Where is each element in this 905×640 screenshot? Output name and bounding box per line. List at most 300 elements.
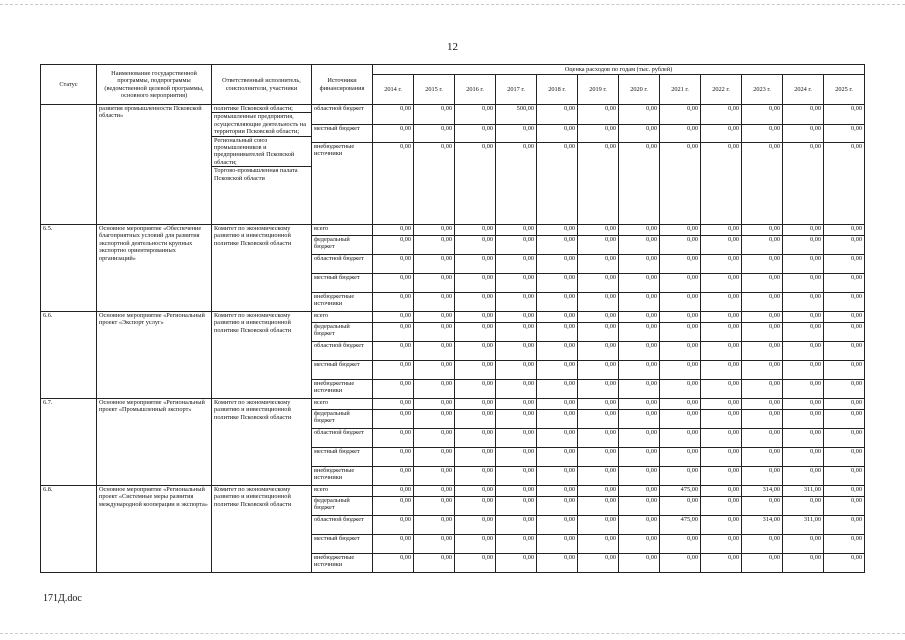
expense-value: 0,00	[373, 361, 414, 380]
row-program-name: развития промышленности Псковской области»	[97, 105, 212, 225]
row-program-name: Основное мероприятие «Региональный проект «Промышленный экспорт»	[97, 399, 212, 486]
expense-value: 0,00	[619, 236, 660, 255]
expense-value: 0,00	[701, 448, 742, 467]
header-status: Статус	[41, 65, 97, 105]
expense-value: 0,00	[660, 467, 701, 486]
header-year: 2025 г.	[824, 75, 865, 105]
expense-value: 311,00	[783, 516, 824, 535]
expense-value: 0,00	[455, 448, 496, 467]
expense-value: 0,00	[660, 312, 701, 323]
expense-value: 0,00	[701, 554, 742, 573]
funding-source: областной бюджет	[312, 105, 373, 125]
expense-value: 0,00	[824, 448, 865, 467]
expense-value: 0,00	[783, 380, 824, 399]
expense-value: 0,00	[537, 448, 578, 467]
expense-value: 0,00	[824, 225, 865, 236]
expense-value: 0,00	[578, 410, 619, 429]
expense-value: 0,00	[496, 467, 537, 486]
expense-value: 0,00	[701, 236, 742, 255]
expense-value: 0,00	[701, 467, 742, 486]
expense-value: 0,00	[824, 323, 865, 342]
expense-value: 0,00	[824, 399, 865, 410]
table-row	[41, 312, 865, 323]
expense-value: 0,00	[455, 554, 496, 573]
expense-value: 0,00	[619, 274, 660, 293]
header-year: 2023 г.	[742, 75, 783, 105]
expense-value: 0,00	[742, 105, 783, 125]
expense-value: 0,00	[537, 361, 578, 380]
expense-value: 0,00	[373, 312, 414, 323]
expense-value: 0,00	[578, 399, 619, 410]
funding-source: федеральный бюджет	[312, 323, 373, 342]
expense-value: 0,00	[578, 323, 619, 342]
expense-value: 0,00	[701, 535, 742, 554]
expense-value: 0,00	[742, 399, 783, 410]
expense-value: 0,00	[496, 312, 537, 323]
header-year: 2016 г.	[455, 75, 496, 105]
expense-value: 0,00	[455, 125, 496, 143]
expense-value: 0,00	[824, 342, 865, 361]
expense-value: 0,00	[578, 380, 619, 399]
expense-value: 0,00	[373, 342, 414, 361]
expense-value: 0,00	[742, 274, 783, 293]
expense-value: 0,00	[660, 293, 701, 312]
expense-value: 0,00	[578, 554, 619, 573]
page-number: 12	[447, 41, 458, 53]
expense-value: 0,00	[619, 516, 660, 535]
row-status: 6.8.	[41, 486, 97, 573]
funding-source: внебюджетные источники	[312, 143, 373, 225]
expense-value: 0,00	[414, 342, 455, 361]
expense-value: 0,00	[701, 486, 742, 497]
expense-value: 0,00	[824, 554, 865, 573]
expense-value: 0,00	[455, 535, 496, 554]
expense-value: 0,00	[824, 143, 865, 225]
funding-source: внебюджетные источники	[312, 467, 373, 486]
expense-value: 0,00	[660, 448, 701, 467]
expense-value: 0,00	[414, 399, 455, 410]
expense-value: 0,00	[496, 293, 537, 312]
expense-value: 0,00	[660, 535, 701, 554]
expense-value: 0,00	[742, 497, 783, 516]
expense-value: 0,00	[742, 342, 783, 361]
expense-value: 0,00	[701, 410, 742, 429]
footer-filename: 171Д.doc	[43, 593, 82, 604]
expense-value: 0,00	[578, 342, 619, 361]
expense-value: 0,00	[660, 125, 701, 143]
expense-value: 0,00	[496, 429, 537, 448]
expense-value: 0,00	[701, 429, 742, 448]
expense-value: 0,00	[578, 497, 619, 516]
row-responsible	[212, 105, 312, 225]
expense-value: 0,00	[701, 497, 742, 516]
expense-value: 0,00	[619, 497, 660, 516]
expense-value: 0,00	[783, 236, 824, 255]
expense-value: 0,00	[455, 255, 496, 274]
funding-source: всего	[312, 486, 373, 497]
expense-value: 0,00	[414, 323, 455, 342]
expense-value: 0,00	[619, 410, 660, 429]
budget-table	[40, 64, 865, 573]
expense-value: 0,00	[373, 274, 414, 293]
expense-value: 0,00	[783, 143, 824, 225]
expense-value: 0,00	[373, 125, 414, 143]
expense-value: 0,00	[783, 105, 824, 125]
expense-value: 314,00	[742, 516, 783, 535]
expense-value: 0,00	[414, 312, 455, 323]
expense-value: 0,00	[701, 380, 742, 399]
expense-value: 0,00	[537, 554, 578, 573]
expense-value: 0,00	[783, 274, 824, 293]
expense-value: 0,00	[373, 410, 414, 429]
row-program-name: Основное мероприятие «Региональный проект «Системные меры развития международной кооперации и экспорта»	[97, 486, 212, 573]
expense-value: 0,00	[414, 274, 455, 293]
expense-value: 0,00	[701, 225, 742, 236]
expense-value: 0,00	[660, 399, 701, 410]
expense-value: 0,00	[619, 554, 660, 573]
expense-value: 0,00	[660, 236, 701, 255]
expense-value: 0,00	[742, 467, 783, 486]
row-status: 6.6.	[41, 312, 97, 399]
expense-value: 0,00	[373, 225, 414, 236]
expense-value: 0,00	[496, 125, 537, 143]
expense-value: 0,00	[742, 380, 783, 399]
expense-value: 0,00	[373, 429, 414, 448]
expense-value: 0,00	[578, 255, 619, 274]
expense-value: 0,00	[455, 323, 496, 342]
expense-value: 0,00	[578, 486, 619, 497]
expense-value: 0,00	[496, 323, 537, 342]
expense-value: 0,00	[537, 486, 578, 497]
expense-value: 0,00	[496, 225, 537, 236]
expense-value: 0,00	[537, 274, 578, 293]
responsible-entry: политике Псковской области;	[214, 105, 293, 112]
expense-value: 0,00	[824, 312, 865, 323]
expense-value: 0,00	[373, 255, 414, 274]
expense-value: 0,00	[373, 497, 414, 516]
expense-value: 0,00	[660, 143, 701, 225]
funding-source: федеральный бюджет	[312, 236, 373, 255]
expense-value: 0,00	[701, 312, 742, 323]
header-estimate: Оценка расходов по годам (тыс. рублей)	[373, 65, 865, 75]
expense-value: 0,00	[455, 105, 496, 125]
expense-value: 0,00	[373, 293, 414, 312]
expense-value: 0,00	[414, 410, 455, 429]
expense-value: 0,00	[414, 225, 455, 236]
funding-source: внебюджетные источники	[312, 380, 373, 399]
row-responsible	[212, 312, 312, 399]
header-year: 2017 г.	[496, 75, 537, 105]
expense-value: 0,00	[496, 342, 537, 361]
expense-value: 0,00	[537, 342, 578, 361]
expense-value: 0,00	[537, 225, 578, 236]
expense-value: 0,00	[783, 399, 824, 410]
expense-value: 0,00	[537, 255, 578, 274]
expense-value: 0,00	[496, 448, 537, 467]
expense-value: 0,00	[660, 342, 701, 361]
expense-value: 0,00	[414, 105, 455, 125]
expense-value: 500,00	[496, 105, 537, 125]
expense-value: 0,00	[578, 312, 619, 323]
expense-value: 0,00	[373, 236, 414, 255]
funding-source: местный бюджет	[312, 535, 373, 554]
expense-value: 0,00	[742, 312, 783, 323]
row-program-name: Основное мероприятие «Региональный проект «Экспорт услуг»	[97, 312, 212, 399]
row-status: 6.5.	[41, 225, 97, 312]
expense-value: 0,00	[578, 516, 619, 535]
expense-value: 0,00	[619, 323, 660, 342]
expense-value: 0,00	[619, 380, 660, 399]
funding-source: местный бюджет	[312, 448, 373, 467]
responsible-entry: Комитет по экономическому развитию и инвестиционной политике Псковской области	[214, 486, 292, 508]
expense-value: 0,00	[660, 497, 701, 516]
expense-value: 0,00	[414, 497, 455, 516]
funding-source: областной бюджет	[312, 516, 373, 535]
expense-value: 314,00	[742, 486, 783, 497]
expense-value: 0,00	[578, 143, 619, 225]
header-program-name: Наименование государственной программы, подпрограммы (ведомственной целевой программы, основного мероприятия)	[97, 65, 212, 105]
expense-value: 0,00	[496, 497, 537, 516]
expense-value: 0,00	[537, 516, 578, 535]
expense-value: 0,00	[455, 486, 496, 497]
responsible-entry: Региональный союз промышленников и предпринимателей Псковской области;	[212, 136, 311, 167]
expense-value: 0,00	[455, 236, 496, 255]
expense-value: 0,00	[824, 105, 865, 125]
expense-value: 0,00	[660, 410, 701, 429]
expense-value: 0,00	[496, 380, 537, 399]
expense-value: 0,00	[496, 255, 537, 274]
row-status	[41, 105, 97, 225]
header-year: 2020 г.	[619, 75, 660, 105]
expense-value: 0,00	[578, 225, 619, 236]
expense-value: 0,00	[783, 342, 824, 361]
expense-value: 0,00	[496, 554, 537, 573]
expense-value: 0,00	[701, 125, 742, 143]
header-year: 2024 г.	[783, 75, 824, 105]
responsible-entry: промышленные предприятия, осуществляющие деятельность на территории Псковской области;	[212, 112, 311, 135]
row-responsible	[212, 225, 312, 312]
expense-value: 0,00	[496, 274, 537, 293]
funding-source: местный бюджет	[312, 274, 373, 293]
expense-value: 0,00	[783, 125, 824, 143]
expense-value: 0,00	[496, 535, 537, 554]
header-year: 2018 г.	[537, 75, 578, 105]
expense-value: 0,00	[783, 448, 824, 467]
expense-value: 0,00	[701, 342, 742, 361]
expense-value: 0,00	[783, 554, 824, 573]
expense-value: 0,00	[701, 105, 742, 125]
expense-value: 0,00	[373, 516, 414, 535]
expense-value: 0,00	[578, 105, 619, 125]
expense-value: 0,00	[701, 143, 742, 225]
expense-value: 0,00	[783, 467, 824, 486]
expense-value: 0,00	[742, 410, 783, 429]
expense-value: 0,00	[619, 399, 660, 410]
expense-value: 0,00	[578, 467, 619, 486]
expense-value: 0,00	[414, 361, 455, 380]
expense-value: 0,00	[578, 125, 619, 143]
expense-value: 0,00	[578, 429, 619, 448]
expense-value: 0,00	[619, 143, 660, 225]
expense-value: 0,00	[537, 429, 578, 448]
expense-value: 0,00	[824, 380, 865, 399]
expense-value: 0,00	[824, 535, 865, 554]
expense-value: 0,00	[537, 380, 578, 399]
expense-value: 0,00	[824, 410, 865, 429]
expense-value: 0,00	[496, 516, 537, 535]
expense-value: 0,00	[414, 293, 455, 312]
funding-source: областной бюджет	[312, 342, 373, 361]
expense-value: 0,00	[824, 236, 865, 255]
expense-value: 0,00	[537, 535, 578, 554]
expense-value: 0,00	[783, 497, 824, 516]
expense-value: 0,00	[619, 293, 660, 312]
expense-value: 0,00	[373, 486, 414, 497]
expense-value: 0,00	[537, 410, 578, 429]
header-year: 2015 г.	[414, 75, 455, 105]
expense-value: 0,00	[537, 143, 578, 225]
expense-value: 0,00	[783, 225, 824, 236]
expense-value: 0,00	[455, 274, 496, 293]
expense-value: 0,00	[373, 467, 414, 486]
funding-source: федеральный бюджет	[312, 497, 373, 516]
funding-source: всего	[312, 312, 373, 323]
expense-value: 0,00	[742, 225, 783, 236]
expense-value: 0,00	[373, 105, 414, 125]
row-program-name: Основное мероприятие «Обеспечение благоприятных условий для развития экспортной деятельности крупных экспортно ориентированных организаций»	[97, 225, 212, 312]
expense-value: 0,00	[660, 225, 701, 236]
expense-value: 0,00	[742, 255, 783, 274]
expense-value: 0,00	[824, 274, 865, 293]
expense-value: 0,00	[701, 399, 742, 410]
expense-value: 0,00	[824, 467, 865, 486]
expense-value: 0,00	[496, 143, 537, 225]
expense-value: 0,00	[701, 255, 742, 274]
scan-edge-bottom	[0, 633, 905, 634]
expense-value: 0,00	[824, 429, 865, 448]
expense-value: 0,00	[619, 429, 660, 448]
expense-value: 0,00	[783, 429, 824, 448]
expense-value: 0,00	[578, 274, 619, 293]
table-row	[41, 105, 865, 125]
expense-value: 0,00	[619, 467, 660, 486]
funding-source: всего	[312, 399, 373, 410]
expense-value: 0,00	[373, 535, 414, 554]
expense-value: 0,00	[619, 225, 660, 236]
header-year: 2019 г.	[578, 75, 619, 105]
expense-value: 0,00	[455, 497, 496, 516]
expense-value: 0,00	[373, 380, 414, 399]
expense-value: 0,00	[742, 448, 783, 467]
funding-source: всего	[312, 225, 373, 236]
expense-value: 0,00	[824, 516, 865, 535]
expense-value: 0,00	[414, 143, 455, 225]
scan-edge-top	[0, 4, 905, 5]
expense-value: 0,00	[742, 554, 783, 573]
expense-value: 0,00	[660, 323, 701, 342]
expense-value: 0,00	[660, 105, 701, 125]
expense-value: 0,00	[537, 399, 578, 410]
table-row	[41, 399, 865, 410]
row-responsible	[212, 486, 312, 573]
expense-value: 0,00	[537, 236, 578, 255]
expense-value: 0,00	[619, 535, 660, 554]
funding-source: областной бюджет	[312, 429, 373, 448]
expense-value: 0,00	[414, 554, 455, 573]
expense-value: 0,00	[373, 143, 414, 225]
expense-value: 0,00	[660, 429, 701, 448]
expense-value: 0,00	[455, 293, 496, 312]
expense-value: 0,00	[496, 410, 537, 429]
expense-value: 0,00	[619, 105, 660, 125]
table-row	[41, 486, 865, 497]
expense-value: 0,00	[455, 380, 496, 399]
expense-value: 0,00	[578, 535, 619, 554]
expense-value: 0,00	[455, 342, 496, 361]
expense-value: 0,00	[537, 105, 578, 125]
expense-value: 0,00	[455, 399, 496, 410]
expense-value: 0,00	[701, 516, 742, 535]
expense-value: 0,00	[619, 312, 660, 323]
expense-value: 0,00	[414, 255, 455, 274]
expense-value: 0,00	[496, 236, 537, 255]
expense-value: 0,00	[783, 293, 824, 312]
expense-value: 0,00	[578, 293, 619, 312]
expense-value: 0,00	[783, 312, 824, 323]
expense-value: 0,00	[537, 323, 578, 342]
header-year: 2021 г.	[660, 75, 701, 105]
expense-value: 0,00	[414, 448, 455, 467]
expense-value: 475,00	[660, 516, 701, 535]
header-year: 2014 г.	[373, 75, 414, 105]
expense-value: 0,00	[537, 497, 578, 516]
funding-source: местный бюджет	[312, 125, 373, 143]
expense-value: 0,00	[414, 236, 455, 255]
expense-value: 0,00	[660, 274, 701, 293]
expense-value: 0,00	[783, 361, 824, 380]
header-responsible: Ответственный исполнитель, соисполнители, участники	[212, 65, 312, 105]
expense-value: 0,00	[578, 236, 619, 255]
expense-value: 0,00	[414, 516, 455, 535]
expense-value: 0,00	[701, 274, 742, 293]
expense-value: 0,00	[742, 429, 783, 448]
expense-value: 0,00	[619, 255, 660, 274]
expense-value: 0,00	[414, 125, 455, 143]
expense-value: 0,00	[373, 399, 414, 410]
expense-value: 0,00	[619, 361, 660, 380]
expense-value: 0,00	[496, 361, 537, 380]
expense-value: 0,00	[537, 125, 578, 143]
expense-value: 0,00	[824, 255, 865, 274]
expense-value: 0,00	[824, 361, 865, 380]
responsible-entry: Торгово-промышленная палата Псковской области	[212, 166, 311, 182]
expense-value: 0,00	[742, 535, 783, 554]
header-year: 2022 г.	[701, 75, 742, 105]
header-sources: Источники финансирования	[312, 65, 373, 105]
expense-value: 0,00	[783, 323, 824, 342]
expense-value: 0,00	[783, 535, 824, 554]
funding-source: федеральный бюджет	[312, 410, 373, 429]
expense-value: 0,00	[373, 448, 414, 467]
expense-value: 0,00	[537, 293, 578, 312]
expense-value: 0,00	[455, 429, 496, 448]
expense-value: 0,00	[619, 125, 660, 143]
expense-value: 0,00	[824, 497, 865, 516]
expense-value: 0,00	[414, 486, 455, 497]
expense-value: 0,00	[455, 225, 496, 236]
expense-value: 0,00	[373, 554, 414, 573]
expense-value: 0,00	[660, 255, 701, 274]
